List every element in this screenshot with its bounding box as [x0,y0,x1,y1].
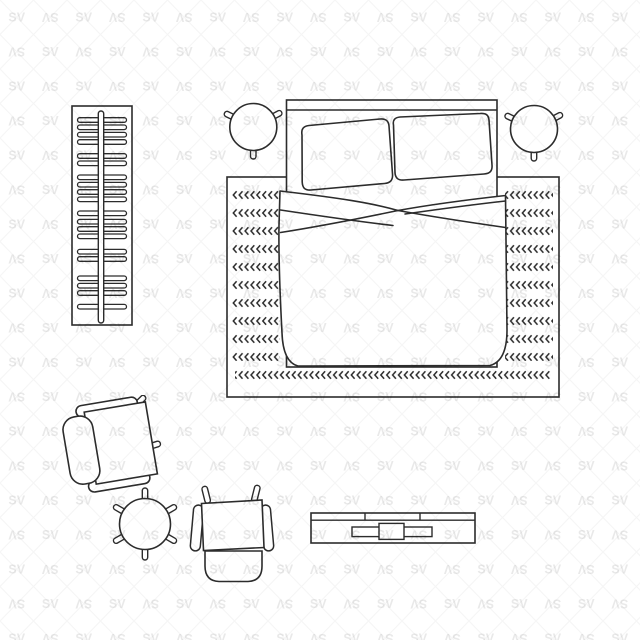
rug-chevrons-left [232,189,280,361]
radiator-symbol [68,102,136,329]
duvet [279,191,507,366]
chair [188,480,278,586]
pillow-left [302,119,393,190]
chair-seat-front [205,551,262,582]
bedside-stool-left [221,99,287,167]
bedside-stool-right [502,101,568,169]
chair-seat [202,500,265,551]
tv-center-box [379,523,404,539]
tv-console [305,508,481,550]
plant [112,484,178,566]
rug-chevrons-right [505,189,553,361]
chair-back-post-left [201,486,211,504]
radiator-pipe [98,111,103,323]
rug-chevrons-bottom [235,369,551,387]
pillow-right [393,113,492,180]
armchair [58,395,168,497]
